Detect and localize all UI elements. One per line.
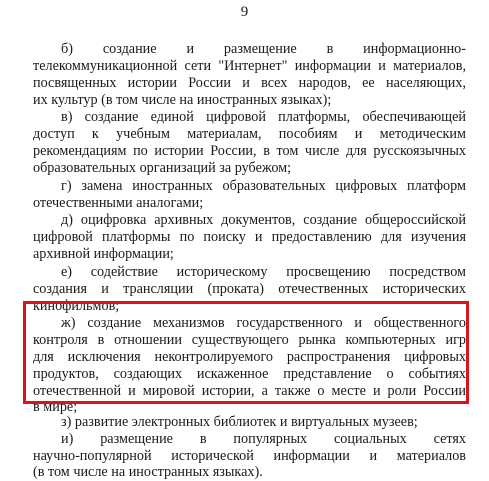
paragraph-z-line-1: з) развитие электронных библиотек и виртуальных музеев;	[61, 414, 418, 430]
paragraph-b-line-3: посвященных истории России и всех народов, ее населяющих,	[33, 75, 466, 91]
paragraph-g-line-2: отечественными аналогами;	[33, 195, 204, 211]
paragraph-zh-line-2: контроля в отношении существующего рынка компьютерных игр	[33, 332, 466, 348]
paragraph-d-line-3: архивной информации;	[33, 246, 174, 262]
paragraph-i-line-2: научно-популярной исторической информации и материалов	[33, 448, 466, 464]
paragraph-e-line-2: создания и трансляции (проката) отечественных исторических	[33, 281, 466, 297]
paragraph-d-line-1: д) оцифровка архивных документов, создание общероссийской	[61, 212, 466, 228]
paragraph-zh-line-5: отечественной и мировой истории, а также о месте и роли России	[33, 383, 466, 399]
paragraph-b-line-1: б) создание и размещение в информационно-	[61, 41, 466, 57]
paragraph-i-line-3: (в том числе на иностранных языках).	[33, 464, 263, 480]
paragraph-v-line-4: образовательных организаций за рубежом;	[33, 160, 292, 176]
paragraph-b-line-4: их культур (в том числе на иностранных языках);	[33, 92, 332, 108]
paragraph-d-line-2: цифровой платформы по поиску и предоставлению для изучения	[33, 229, 466, 245]
page-number: 9	[240, 4, 249, 20]
paragraph-b-line-2: телекоммуникационной сети "Интернет" информации и материалов,	[33, 58, 466, 74]
highlight-box	[23, 301, 469, 404]
paragraph-v-line-2: доступ к учебным материалам, пособиям и методическим	[33, 126, 466, 142]
paragraph-v-line-3: рекомендациям по истории России, в том числе для русскоязычных	[33, 143, 466, 159]
paragraph-zh-line-3: для исключения неконтролируемого распространения цифровых	[33, 349, 466, 365]
paragraph-i-line-1: и) размещение в популярных социальных сетях	[61, 431, 466, 447]
paragraph-e-line-1: е) содействие историческому просвещению посредством	[61, 264, 466, 280]
paragraph-zh-line-1: ж) создание механизмов государственного и общественного	[61, 315, 466, 331]
paragraph-v-line-1: в) создание единой цифровой платформы, обеспечивающей	[61, 109, 466, 125]
paragraph-zh-line-6: в мире;	[33, 399, 78, 415]
paragraph-e-line-3: кинофильмов;	[33, 298, 120, 314]
paragraph-g-line-1: г) замена иностранных образовательных цифровых платформ	[61, 178, 466, 194]
paragraph-zh-line-4: продуктов, создающих искаженное представление о событиях	[33, 366, 466, 382]
